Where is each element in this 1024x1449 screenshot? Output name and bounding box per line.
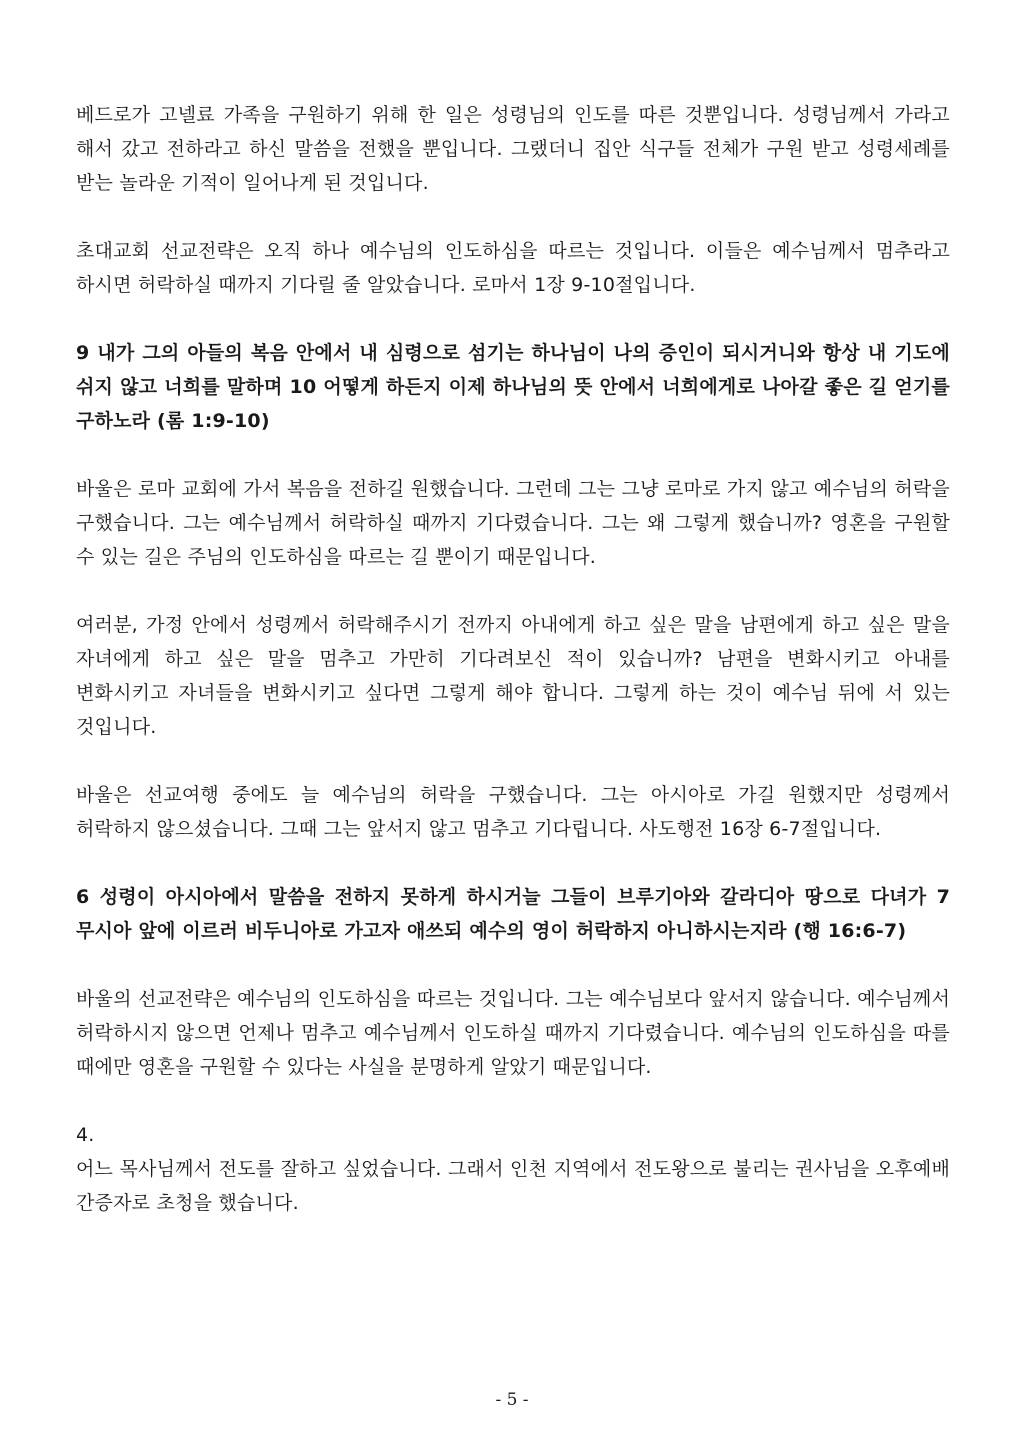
paragraph-gap xyxy=(76,744,950,778)
paragraph-gap xyxy=(76,574,950,608)
paragraph-7: 어느 목사님께서 전도를 잘하고 싶었습니다. 그래서 인천 지역에서 전도왕으로 불리는 권사님을 오후예배 간증자로 초청을 했습니다. xyxy=(76,1158,950,1214)
document-body xyxy=(76,98,950,1220)
paragraph-gap xyxy=(76,302,950,336)
paragraph-4: 여러분, 가정 안에서 성령께서 허락해주시기 전까지 아내에게 하고 싶은 말을 남편에게 하고 싶은 말을 자녀에게 하고 싶은 말을 멈추고 가만히 기다려보신 적이 있습니까? 남편을 변화시키고 아내를 변화시키고 자녀들을 변화시키고 싶다면 그렇게 해야 합니다. 그렇게 하는 것이 예수님 뒤에 서 있는 것입니다. xyxy=(76,614,950,738)
paragraph-5: 바울은 선교여행 중에도 늘 예수님의 허락을 구했습니다. 그는 아시아로 가길 원했지만 성령께서 허락하지 않으셨습니다. 그때 그는 앞서지 않고 멈추고 기다립니다. 사도행전 16장 6-7절입니다. xyxy=(76,784,950,840)
page-number: - 5 - xyxy=(495,1390,529,1410)
paragraph-2: 초대교회 선교전략은 오직 하나 예수님의 인도하심을 따르는 것입니다. 이들은 예수님께서 멈추라고 하시면 허락하실 때까지 기다릴 줄 알았습니다. 로마서 1장 9-10절입니다. xyxy=(76,240,950,296)
paragraph-gap xyxy=(76,1084,950,1118)
paragraph-6: 바울의 선교전략은 예수님의 인도하심을 따르는 것입니다. 그는 예수님보다 앞서지 않습니다. 예수님께서 허락하시지 않으면 언제나 멈추고 예수님께서 인도하실 때까지 기다렸습니다. 예수님의 인도하심을 따를 때에만 영혼을 구원할 수 있다는 사실을 분명하게 알았기 때문입니다. xyxy=(76,988,950,1078)
paragraph-gap xyxy=(76,438,950,472)
scripture-quote-acts: 6 성령이 아시아에서 말씀을 전하지 못하게 하시거늘 그들이 브루기아와 갈라디아 땅으로 다녀가 7 무시아 앞에 이르러 비두니아로 가고자 애쓰되 예수의 영이 허락하지 아니하시는지라 (행 16:6-7) xyxy=(76,886,950,942)
scripture-quote-romans: 9 내가 그의 아들의 복음 안에서 내 심령으로 섬기는 하나님이 나의 증인이 되시거니와 항상 내 기도에 쉬지 않고 너희를 말하며 10 어떻게 하든지 이제 하나님의 뜻 안에서 너희에게로 나아갈 좋은 길 얻기를 구하노라 (롬 1:9-10) xyxy=(76,342,950,432)
paragraph-3: 바울은 로마 교회에 가서 복음을 전하길 원했습니다. 그런데 그는 그냥 로마로 가지 않고 예수님의 허락을 구했습니다. 그는 예수님께서 허락하실 때까지 기다렸습니다. 그는 왜 그렇게 했습니까? 영혼을 구원할 수 있는 길은 주님의 인도하심을 따르는 길 뿐이기 때문입니다. xyxy=(76,478,950,568)
section-number: 4. xyxy=(76,1124,95,1146)
paragraph-1: 베드로가 고넬료 가족을 구원하기 위해 한 일은 성령님의 인도를 따른 것뿐입니다. 성령님께서 가라고 해서 갔고 전하라고 하신 말씀을 전했을 뿐입니다. 그랬더니 집안 식구들 전체가 구원 받고 성령세례를 받는 놀라운 기적이 일어나게 된 것입니다. xyxy=(76,104,950,194)
paragraph-gap xyxy=(76,846,950,880)
paragraph-gap xyxy=(76,200,950,234)
paragraph-gap xyxy=(76,948,950,982)
